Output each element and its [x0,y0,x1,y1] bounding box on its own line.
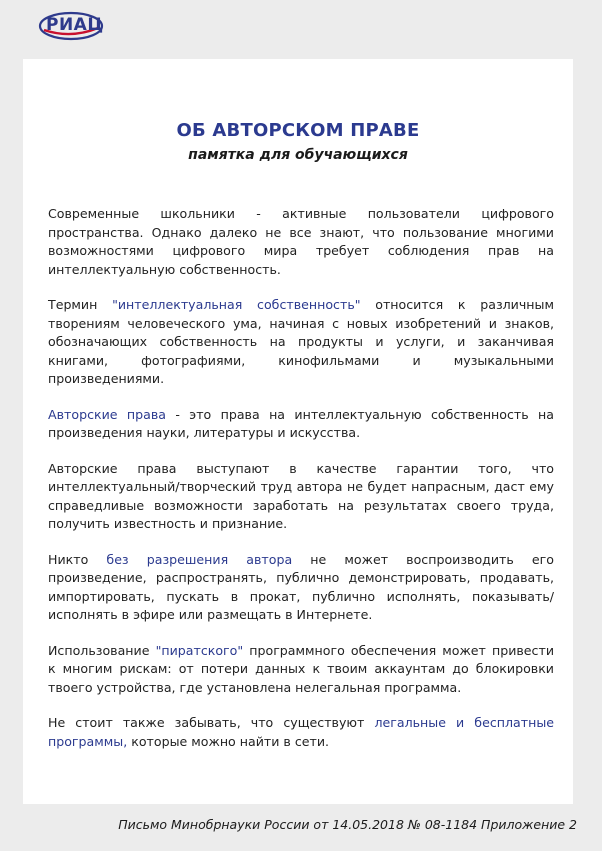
paragraph-text: не может воспроизводить его произведение, распространять, публично демонстрировать, продавать, импортировать, пускать в прокат, публично исполнять, показывать/исполнять в эфире или размещать в Интернете. [48,551,554,622]
highlighted-term: Авторские права [48,406,166,422]
highlighted-term: "пиратского" [155,642,244,658]
paragraph-text: - это права на интеллектуальную собственность на произведения науки, литературы и искусства. [48,406,554,440]
paragraph-text: Не стоит также забывать, что существуют [48,715,375,730]
paragraph [48,714,554,751]
paragraph [48,296,554,389]
paragraph-text: Термин [48,297,113,312]
highlighted-term: без разрешения автора [106,551,293,567]
highlighted-term: легальные и бесплатные программы, [48,715,555,749]
paragraph [48,205,554,279]
paragraph-text: относится к различным творениям человеческого ума, начиная с новых изобретений и знаков, обозначающих собственность на продукты и услуги, и заканчивая книгами, фотографиями, кинофильмами и музыкальными произведениями. [48,297,554,386]
logo-text: РИАЦ [46,15,104,35]
paragraph-text: которые можно найти в сети. [127,733,330,749]
paragraph [48,551,554,625]
paragraph [48,642,554,698]
footer-reference: Письмо Минобрнауки России от 14.05.2018 № 08-1184 Приложение 2 [118,817,577,832]
paragraph-text: Современные школьники - активные пользователи цифрового пространства. Однако далеко не все знают, что пользование многими возможностями цифрового мира требует соблюдения прав на интеллектуальную собственность. [48,206,554,277]
riac-logo [38,10,104,42]
document-card [23,59,573,804]
paragraph-text: Авторские права выступают в качестве гарантии того, что интеллектуальный/творческий труд автора не будет напрасным, даст ему справедливые возможности заработать на результатах своего труда, получить известность и признание. [48,460,554,531]
paragraph-text: Использование [48,642,156,658]
paragraph [48,460,554,534]
page-title: ОБ АВТОРСКОМ ПРАВЕ [176,120,420,141]
paragraph [48,406,554,443]
paragraph-text: Никто [48,551,107,567]
page-subtitle: памятка для обучающихся [188,147,408,163]
document-body [48,205,554,768]
paragraph-text: программного обеспечения может привести к многим рискам: от потери данных к твоим аккаунтам до блокировки твоего устройства, где установлена нелегальная программа. [48,642,555,695]
highlighted-term: "интеллектуальная собственность" [112,297,361,312]
